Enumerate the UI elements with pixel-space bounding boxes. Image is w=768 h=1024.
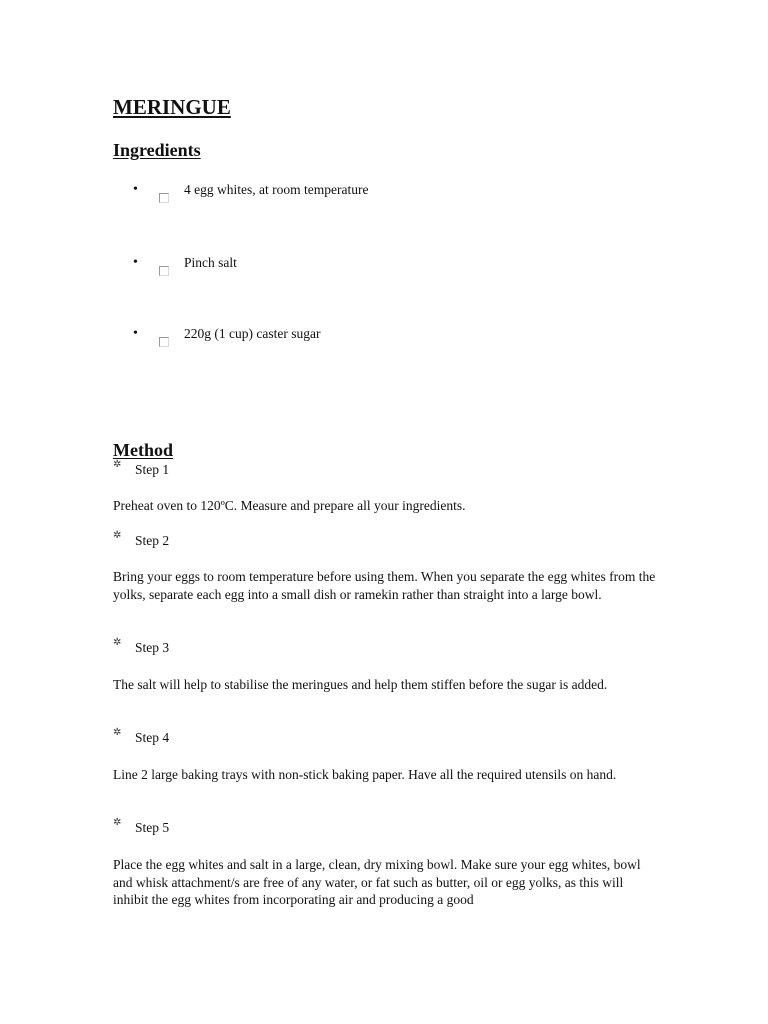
step-label-text: Step 3 [135, 640, 170, 655]
page-title: MERINGUE [113, 95, 231, 119]
step-icon: ✲ [113, 637, 122, 648]
step-label [113, 729, 413, 747]
bullet-icon: • [133, 182, 138, 197]
ingredient-item [0, 255, 768, 295]
checkbox-icon[interactable] [159, 193, 169, 203]
step-icon: ✲ [113, 727, 122, 738]
step-label-text: Step 1 [135, 462, 170, 477]
step-label-text: Step 4 [135, 730, 170, 745]
checkbox-icon[interactable] [159, 337, 169, 347]
step-label [113, 532, 413, 550]
ingredient-label: Pinch salt [184, 255, 237, 270]
step-text: Line 2 large baking trays with non-stick baking paper. Have all the required utensils on hand. [113, 767, 617, 782]
ingredient-item [0, 326, 768, 366]
ingredient-item [0, 182, 768, 222]
step-text: Preheat oven to 120ºC. Measure and prepare all your ingredients. [113, 498, 466, 513]
ingredient-label: 4 egg whites, at room temperature [184, 182, 369, 197]
step-icon: ✲ [113, 817, 122, 828]
method-heading: Method [113, 440, 173, 460]
bullet-icon: • [133, 326, 138, 341]
bullet-icon: • [133, 255, 138, 270]
step-text: Bring your eggs to room temperature before using them. When you separate the egg whites from the yolks, separate each egg into a small dish or ramekin rather than straight into a large bowl. [113, 569, 656, 602]
step-text: Place the egg whites and salt in a large, clean, dry mixing bowl. Make sure your egg whites, bowl and whisk attachment/s are free of any water, or fat such as butter, oil or egg yolks, as this will inhibit the egg whites from incorporating air and producing a good [113, 857, 641, 907]
step-text: The salt will help to stabilise the meringues and help them stiffen before the sugar is added. [113, 677, 608, 692]
step-label [113, 639, 413, 657]
checkbox-icon[interactable] [159, 266, 169, 276]
step-label-text: Step 5 [135, 820, 170, 835]
ingredients-heading: Ingredients [113, 140, 201, 160]
step-label-text: Step 2 [135, 533, 170, 548]
ingredient-label: 220g (1 cup) caster sugar [184, 326, 321, 341]
step-icon: ✲ [113, 459, 122, 470]
step-label [113, 819, 413, 837]
step-icon: ✲ [113, 530, 122, 541]
step-label [113, 461, 413, 479]
